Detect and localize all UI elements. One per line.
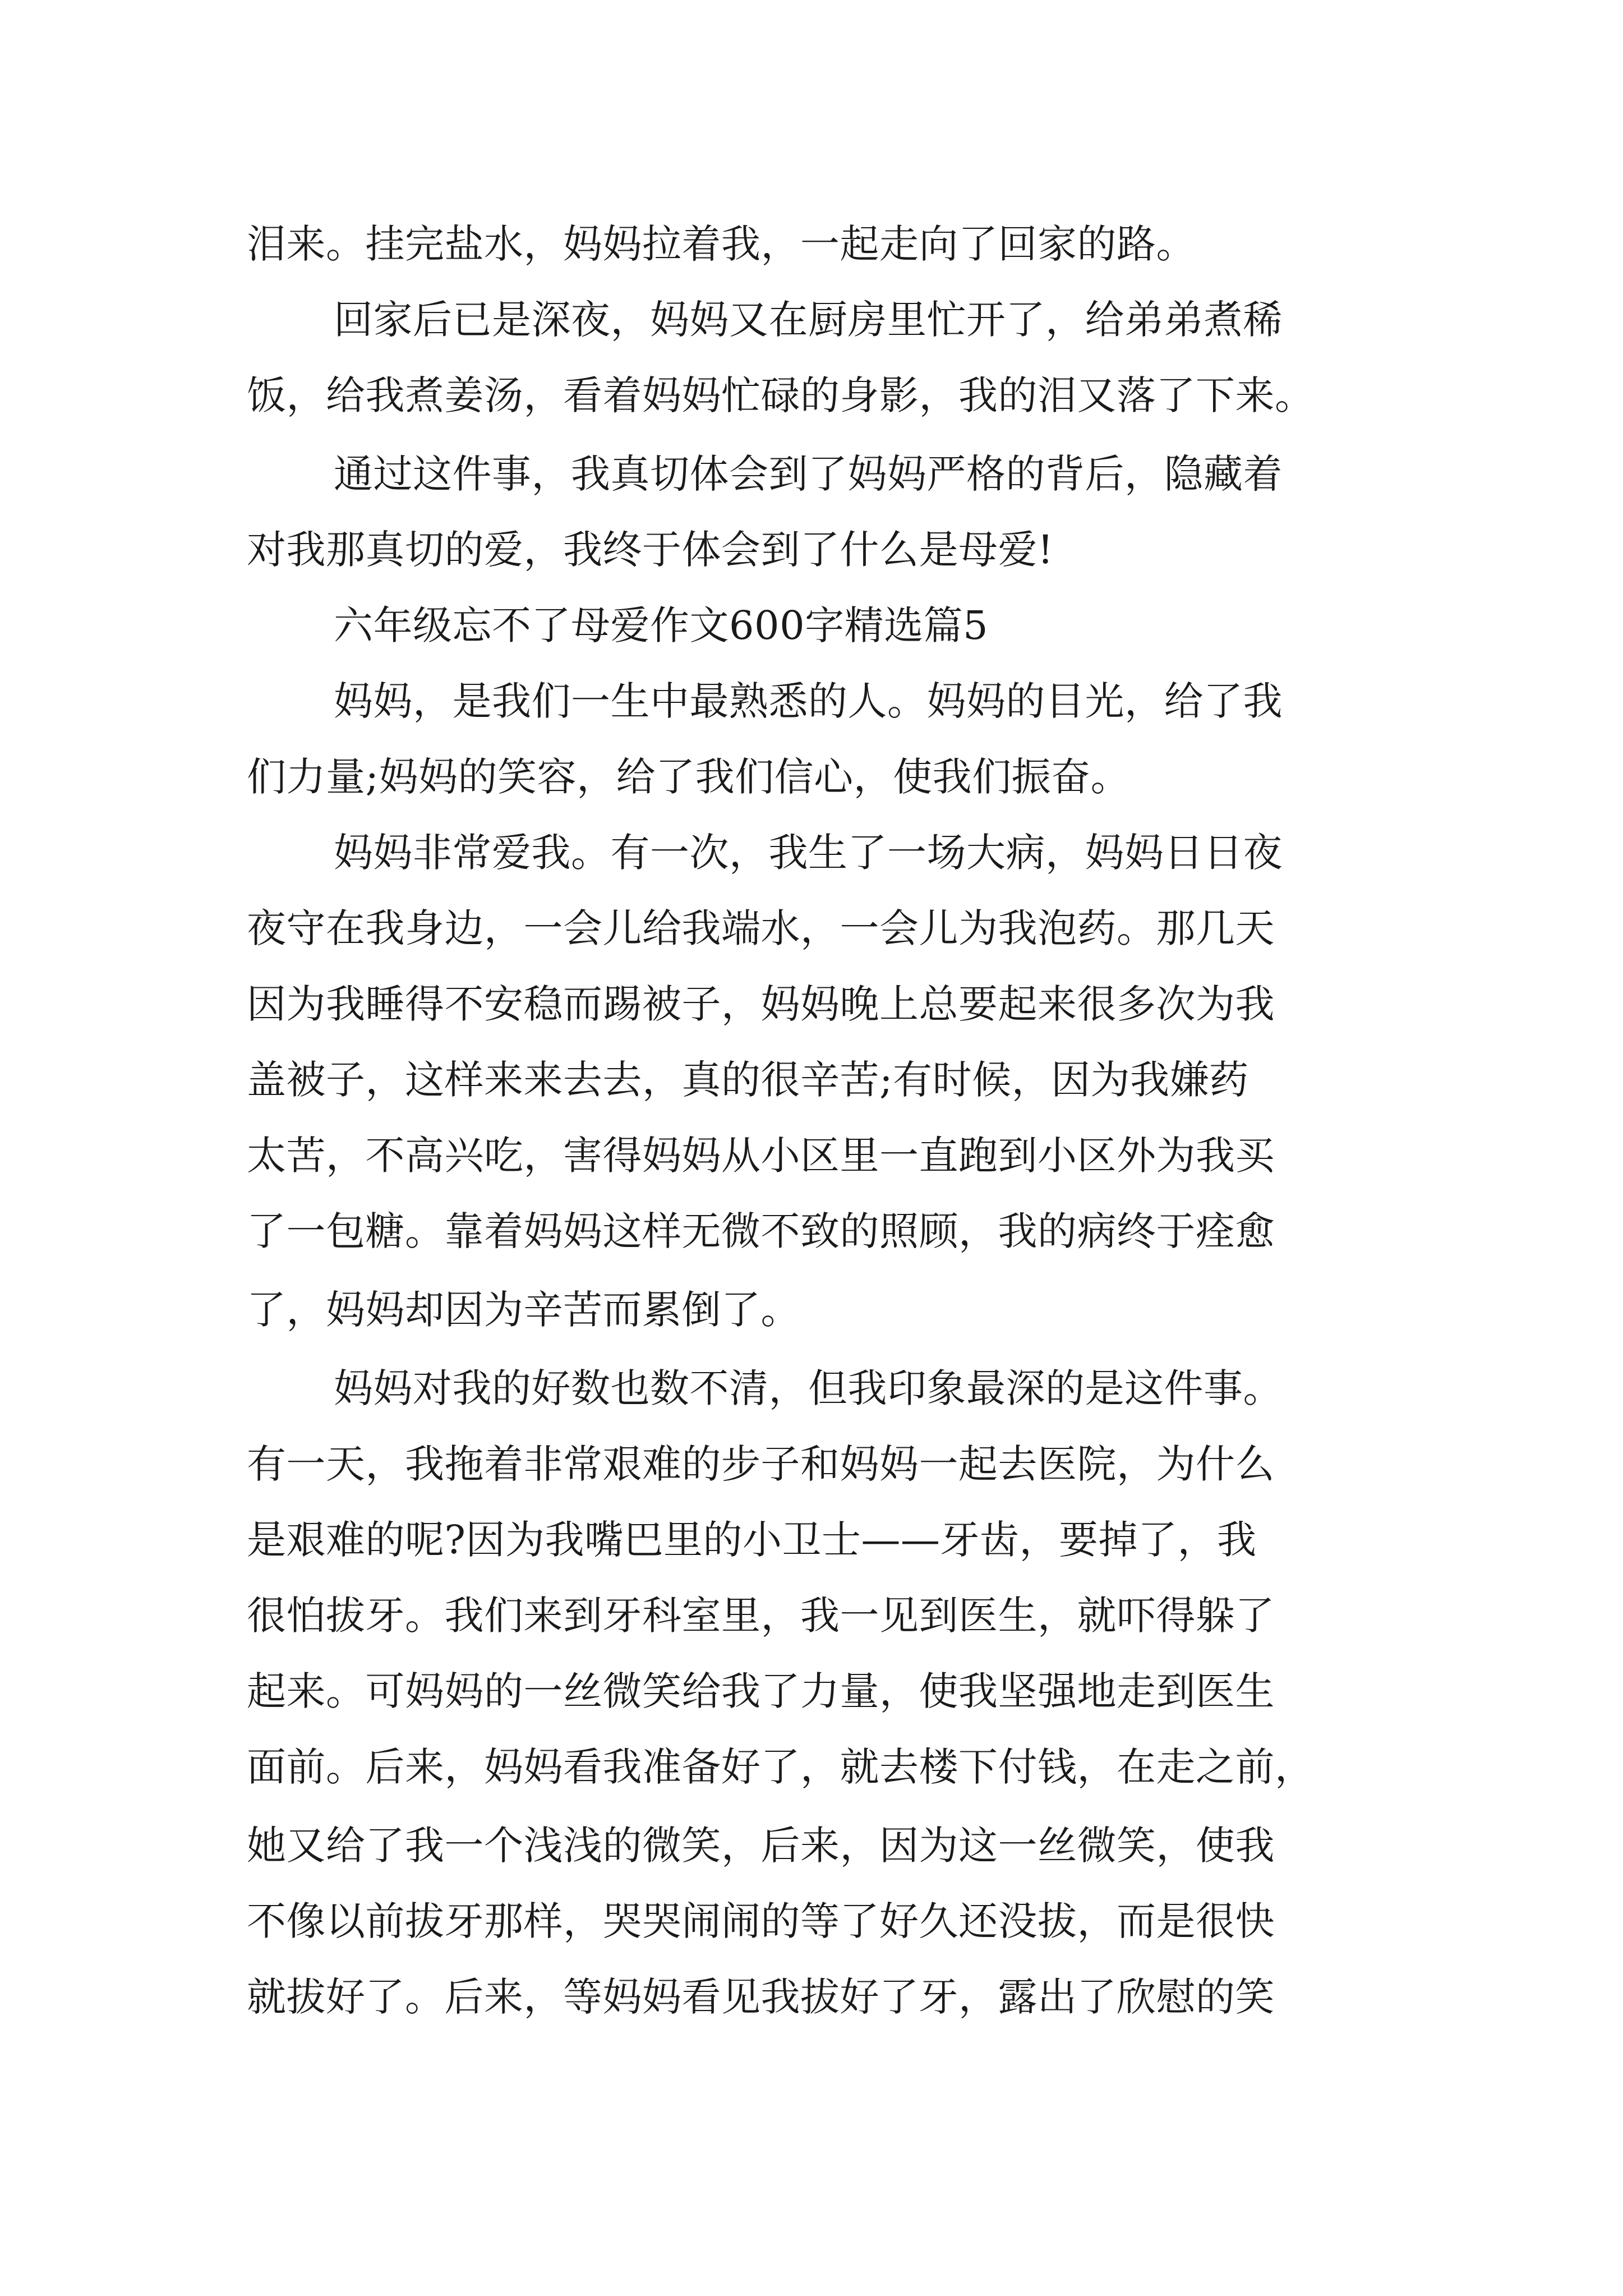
text-line: 回家后已是深夜，妈妈又在厨房里忙开了，给弟弟煮稀 <box>334 297 1283 343</box>
text-line: 们力量;妈妈的笑容，给了我们信心，使我们振奋。 <box>247 754 1131 800</box>
text-line: 是艰难的呢?因为我嘴巴里的小卫士——牙齿，要掉了，我 <box>247 1517 1257 1563</box>
text-line: 了，妈妈却因为辛苦而累倒了。 <box>247 1287 800 1333</box>
text-line: 妈妈对我的好数也数不清，但我印象最深的是这件事。 <box>334 1365 1283 1411</box>
text-line: 通过这件事，我真切体会到了妈妈严格的背后，隐藏着 <box>334 451 1283 497</box>
text-line: 泪来。挂完盐水，妈妈拉着我，一起走向了回家的路。 <box>247 221 1196 267</box>
text-line: 她又给了我一个浅浅的微笑，后来，因为这一丝微笑，使我 <box>247 1823 1275 1869</box>
text-line: 有一天，我拖着非常艰难的步子和妈妈一起去医院，为什么 <box>247 1441 1275 1487</box>
text-line: 饭，给我煮姜汤，看着妈妈忙碌的身影，我的泪又落了下来。 <box>247 372 1315 418</box>
section-heading: 六年级忘不了母爱作文600字精选篇5 <box>334 602 989 648</box>
text-line: 很怕拔牙。我们来到牙科室里，我一见到医生，就吓得躲了 <box>247 1593 1275 1639</box>
text-line: 起来。可妈妈的一丝微笑给我了力量，使我坚强地走到医生 <box>247 1668 1275 1714</box>
text-line: 不像以前拔牙那样，哭哭闹闹的等了好久还没拔，而是很快 <box>247 1898 1275 1944</box>
text-line: 了一包糖。靠着妈妈这样无微不致的照顾，我的病终于痊愈 <box>247 1208 1275 1254</box>
text-line: 盖被子，这样来来去去，真的很辛苦;有时候，因为我嫌药 <box>247 1057 1249 1103</box>
text-line: 就拔好了。后来，等妈妈看见我拔好了牙，露出了欣慰的笑 <box>247 1974 1275 2020</box>
text-line: 妈妈，是我们一生中最熟悉的人。妈妈的目光，给了我 <box>334 678 1283 724</box>
text-line: 对我那真切的爱，我终于体会到了什么是母爱! <box>247 527 1054 573</box>
text-line: 妈妈非常爱我。有一次，我生了一场大病，妈妈日日夜 <box>334 830 1283 876</box>
text-line: 夜守在我身边，一会儿给我端水，一会儿为我泡药。那几天 <box>247 905 1275 951</box>
text-line: 因为我睡得不安稳而踢被子，妈妈晚上总要起来很多次为我 <box>247 981 1275 1027</box>
text-line: 面前。后来，妈妈看我准备好了，就去楼下付钱，在走之前， <box>247 1744 1315 1790</box>
text-line: 太苦，不高兴吃，害得妈妈从小区里一直跑到小区外为我买 <box>247 1133 1275 1179</box>
